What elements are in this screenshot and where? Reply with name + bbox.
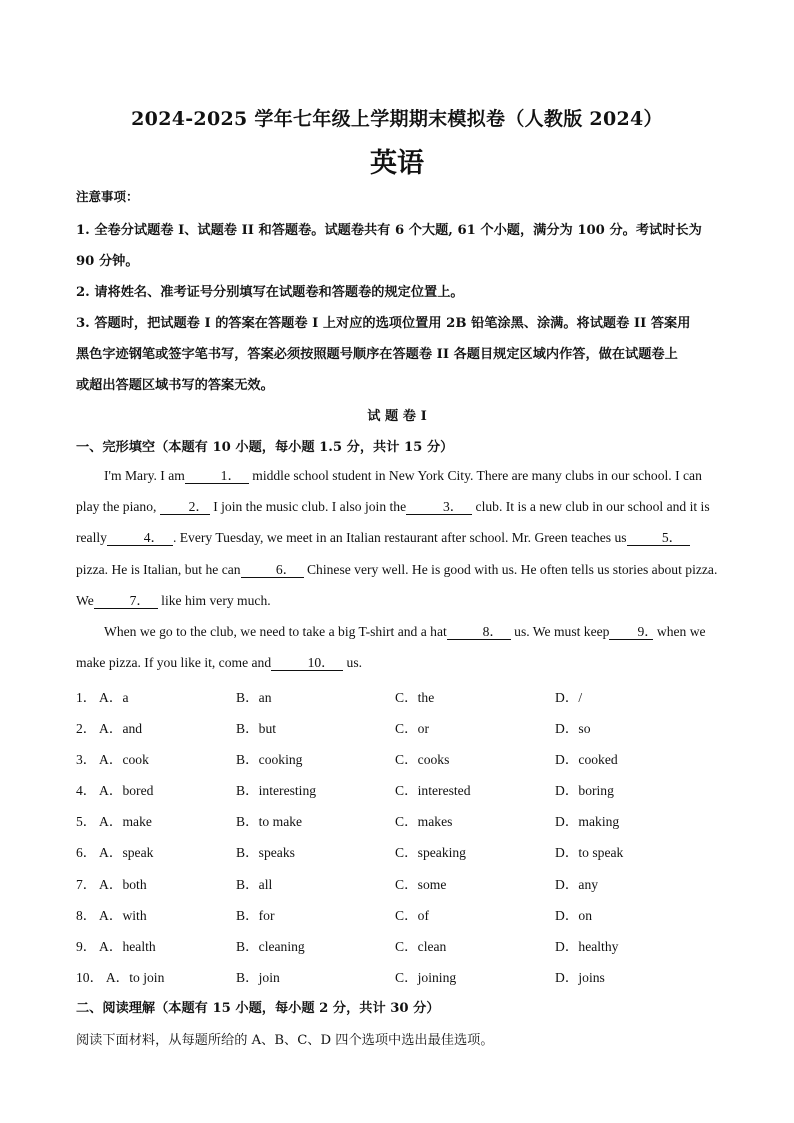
section-2-heading: 二、阅读理解（本题有 15 小题，每小题 2 分，共计 30 分） — [76, 1001, 440, 1016]
option-row — [76, 686, 718, 717]
passage-text: When we go to the club, we need to take a big T-shirt and a hat — [104, 624, 447, 639]
option-b: B．cooking — [236, 752, 303, 768]
option-d: D．healthy — [555, 938, 619, 954]
option-row — [76, 810, 718, 841]
passage-paragraph-2 — [76, 616, 718, 678]
option-c: C．cooks — [395, 752, 450, 768]
option-d: D．to speak — [555, 845, 624, 861]
option-c: C．interested — [395, 783, 471, 799]
option-row — [76, 966, 718, 997]
cloze-options — [76, 686, 718, 997]
note-3-line-1: 3. 答题时，把试题卷 I 的答案在答题卷 I 上对应的选项位置用 2B 铅笔涂黑、涂满。将试题卷 II 答案用 — [76, 316, 691, 331]
option-b: B．join — [236, 969, 280, 985]
section-2-instruction: 阅读下面材料，从每题所给的 A、B、C、D 四个选项中选出最佳选项。 — [76, 1033, 494, 1048]
subject-title: 英语 — [370, 148, 424, 179]
passage-text: when we make pizza. If you like it, come and — [76, 624, 706, 671]
option-b: B．cleaning — [236, 938, 305, 954]
blank-7: 7． — [94, 593, 158, 609]
blank-5: 5． — [627, 530, 690, 546]
option-d: D．boring — [555, 783, 614, 799]
option-d: D．any — [555, 876, 599, 892]
blank-4: 4． — [107, 530, 173, 546]
section-1-heading: 一、完形填空（本题有 10 小题，每小题 1.5 分，共计 15 分） — [76, 440, 454, 455]
option-row — [76, 904, 718, 935]
option-c: C．of — [395, 907, 429, 923]
blank-9: 9． — [609, 624, 653, 640]
passage-text: Chinese very well. He is good with us. He often tells us stories about pizza. We — [76, 561, 718, 608]
option-d: D．so — [555, 721, 591, 737]
blank-3: 3． — [406, 499, 472, 515]
blank-10: 10． — [271, 655, 343, 671]
option-a: 3． A．cook — [76, 752, 149, 768]
note-3-line-3: 或超出答题区域书写的答案无效。 — [76, 378, 274, 393]
option-a: 1． A．a — [76, 690, 129, 705]
option-a: 4． A．bored — [76, 783, 154, 799]
option-c: C．makes — [395, 814, 453, 830]
passage-text: . Every Tuesday, we meet in an Italian restaurant after school. Mr. Green teaches us — [172, 530, 627, 546]
option-d: D．joins — [555, 969, 605, 985]
blank-1: 1． — [185, 468, 249, 484]
option-a: 2． A．and — [76, 721, 143, 737]
exam-title: 2024-2025 学年七年级上学期期末模拟卷（人教版 2024） — [131, 108, 663, 130]
option-b: B．for — [236, 907, 275, 923]
passage-text: I join the music club. I also join the — [209, 499, 407, 515]
option-c: C．speaking — [395, 845, 466, 861]
passage-text: us. We must keep — [510, 624, 610, 639]
option-b: B．an — [236, 690, 272, 705]
option-b: B．but — [236, 721, 277, 737]
option-a: 6． A．speak — [76, 845, 154, 861]
notes-heading: 注意事项： — [76, 189, 139, 204]
option-row — [76, 717, 718, 748]
passage-paragraph-1 — [76, 460, 718, 616]
blank-8: 8． — [447, 624, 511, 640]
note-1-line-2: 90 分钟。 — [76, 254, 139, 269]
passage-text: us. — [343, 655, 363, 671]
option-a: 9． A．health — [76, 938, 156, 954]
option-row — [76, 935, 718, 966]
note-1-line-1: 1. 全卷分试题卷 I、试题卷 II 和答题卷。试题卷共有 6 个大题, 61 个小题，满分为 100 分。考试时长为 — [76, 223, 702, 238]
passage-text: like him very much. — [157, 592, 271, 608]
option-a: 5． A．make — [76, 814, 152, 830]
passage-text: I'm Mary. I am — [104, 468, 185, 483]
option-c: C．the — [395, 690, 435, 705]
option-b: B．to make — [236, 814, 303, 830]
option-row — [76, 841, 718, 872]
blank-2: 2． — [160, 499, 210, 515]
option-row — [76, 873, 718, 904]
option-row — [76, 748, 718, 779]
option-a: 7． A．both — [76, 876, 147, 892]
note-2: 2. 请将姓名、准考证号分别填写在试题卷和答题卷的规定位置上。 — [76, 285, 464, 300]
option-a: 10． A．to join — [76, 969, 165, 985]
option-row — [76, 779, 718, 810]
passage-text: club. It is a new club in our school and it is really — [76, 499, 710, 546]
option-b: B．all — [236, 876, 273, 892]
option-c: C．clean — [395, 938, 447, 954]
option-a: 8． A．with — [76, 907, 147, 923]
option-c: C．joining — [395, 969, 457, 985]
option-c: C．or — [395, 721, 429, 737]
volume-title: 试 题 卷 I — [367, 409, 427, 424]
option-b: B．interesting — [236, 783, 317, 799]
option-d: D．on — [555, 907, 593, 923]
blank-6: 6． — [241, 562, 304, 578]
option-d: D．/ — [555, 690, 583, 705]
option-c: C．some — [395, 876, 447, 892]
passage-text: pizza. He is Italian, but he can — [76, 561, 241, 577]
option-b: B．speaks — [236, 845, 295, 861]
option-d: D．cooked — [555, 752, 618, 768]
option-d: D．making — [555, 814, 620, 830]
note-3-line-2: 黑色字迹钢笔或签字笔书写，答案必须按照题号顺序在答题卷 II 各题目规定区域内作答，做在试题卷上 — [76, 347, 678, 362]
passage-text: middle school student in New York City. There are many clubs in our school. I can play the piano, — [76, 468, 702, 515]
